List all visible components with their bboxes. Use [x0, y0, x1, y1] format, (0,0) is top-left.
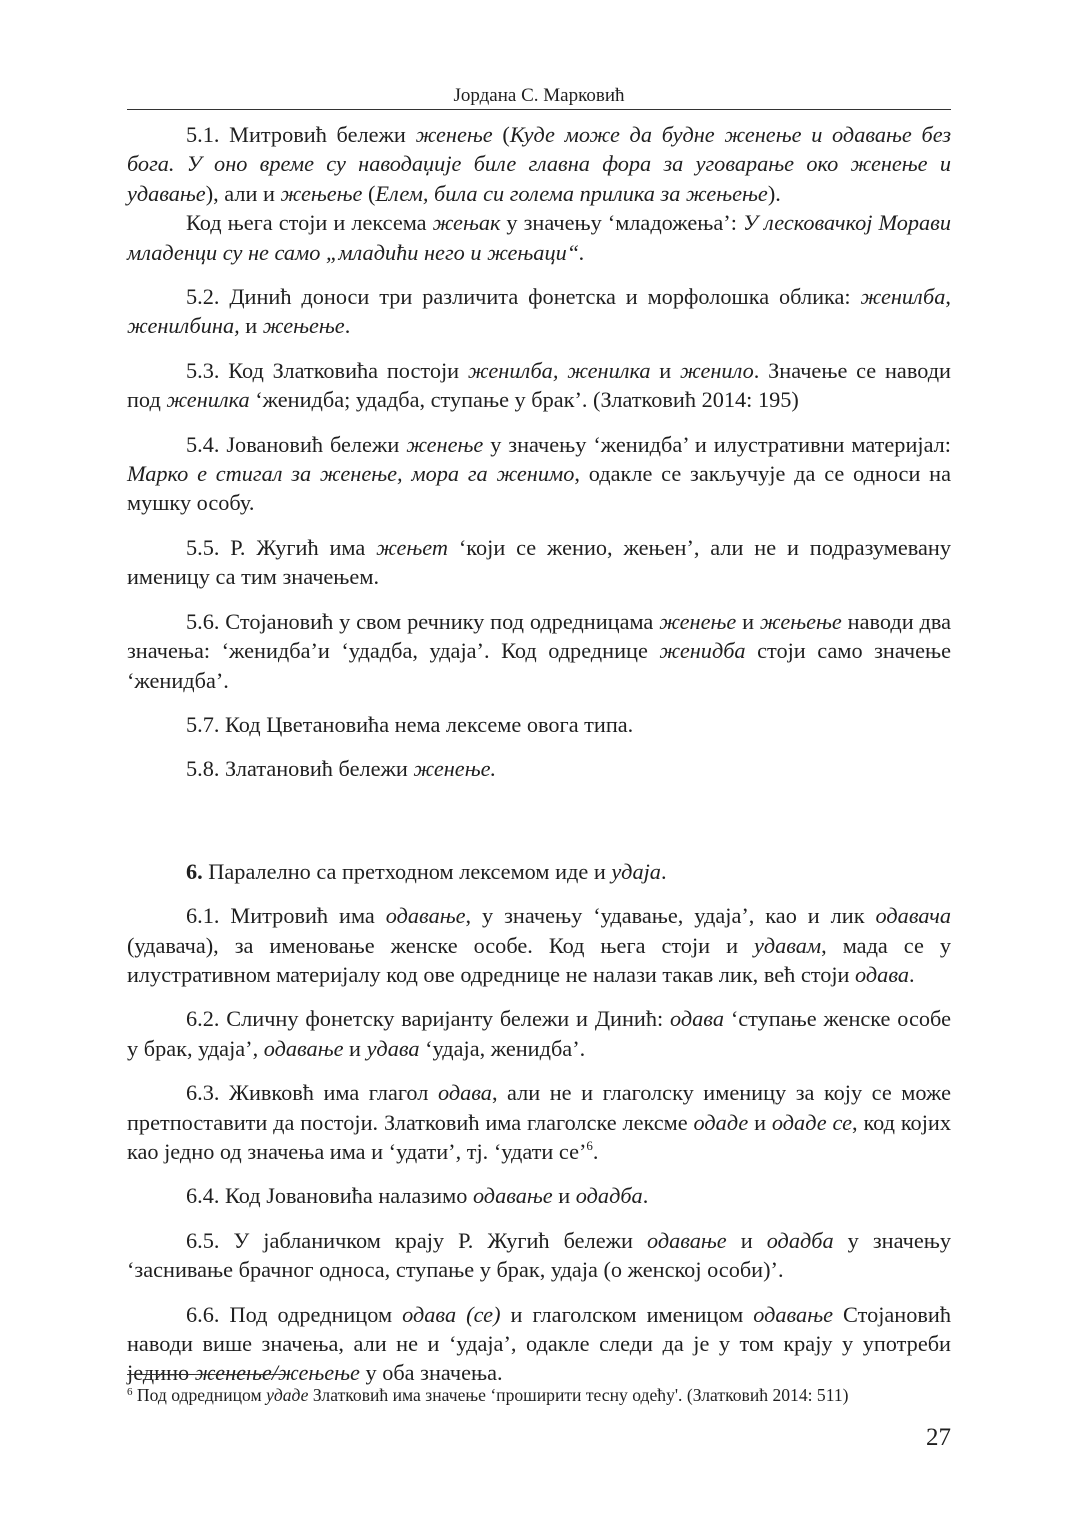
italic-run: жењење	[759, 608, 842, 634]
text-run: , у значењу ‘удавање, удаја’, као и лик	[465, 903, 876, 929]
text-run: и	[650, 357, 681, 383]
italic-run: женило	[680, 357, 754, 383]
text-run: . Значење се наводи под	[127, 357, 951, 413]
text-run: , мада се у илустративном материјалу код ове одреднице не налази такав лик, већ стоји	[127, 932, 952, 987]
text-run: ).	[767, 180, 781, 206]
paragraph-6-1	[127, 901, 951, 989]
paragraph-5-4	[127, 430, 951, 518]
italic-run: Марко е стигал за женење, мора га женимо	[127, 461, 575, 487]
italic-run: женење.	[413, 756, 497, 782]
italic-run: женење/жењење	[194, 1360, 360, 1386]
italic-run: одавање	[263, 1035, 344, 1061]
italic-run: женидба	[659, 638, 746, 664]
italic-run: одавача	[875, 903, 951, 929]
text-run: и	[239, 313, 263, 339]
header-rule	[127, 109, 951, 110]
paragraph-5-7	[127, 710, 951, 739]
italic-run: одава	[855, 961, 910, 987]
text-run: 6.5. У јабланичком крају Р. Жугић бележи	[186, 1227, 647, 1253]
text-run: 6.3. Живковћ има глагол	[186, 1080, 438, 1106]
paragraph-5-3	[127, 356, 951, 415]
paragraph-5-2	[127, 282, 951, 341]
italic-run: одадба	[575, 1183, 643, 1209]
text-run: (	[492, 122, 510, 147]
text-run: Стојановић наводи више значења, али не и ‘удаја’, одакле следи да је у том крају у употреби једино	[127, 1301, 951, 1386]
text-run: Код њега стоји и лексема	[186, 210, 433, 236]
text-run: ‘женидба; удадба, ступање у брак’. (Златковић 2014: 195)	[249, 387, 799, 413]
text-run: и	[343, 1035, 367, 1061]
text-run: у оба значења.	[359, 1360, 503, 1386]
footnote-marker: 6	[586, 1137, 593, 1153]
italic-run: одаде се	[771, 1109, 853, 1135]
italic-run: Елем, била си голема прилика за жењење	[375, 180, 768, 206]
italic-run: удаде	[266, 1385, 309, 1405]
italic-run: женилба, женилка	[467, 357, 651, 383]
italic-run: Куде може да будне женење и одавање без бога. У оно време су наводаџије биле главна фора за уговарање око женење и удавање	[127, 122, 952, 206]
page-number: 27	[926, 1424, 951, 1451]
italic-run: одавање	[646, 1227, 727, 1253]
paragraph-5-6	[127, 607, 951, 695]
text-run: наводи два значења: ‘женидба’и ‘удадба, удаја’. Код одреднице	[127, 608, 951, 664]
text-run: , код којих као једно од значења има и ‘удати’, тј. ‘удати се’	[127, 1109, 951, 1164]
italic-run: женење	[415, 122, 493, 147]
italic-run: женење	[406, 431, 484, 457]
text-run: ,	[945, 284, 951, 310]
italic-run: удаја	[611, 858, 661, 884]
text-run: .	[344, 313, 351, 339]
footnote-marker: 6	[127, 1386, 133, 1398]
text-run: 5.6. Стојановић у свом речнику под одредницама	[186, 608, 660, 634]
italic-run: одавање	[753, 1301, 833, 1327]
italic-run: жењет	[376, 534, 449, 560]
italic-run: одаде	[693, 1109, 749, 1135]
paragraph-6-4	[127, 1181, 951, 1210]
text-run: 5.1. Митровић бележи	[186, 122, 416, 147]
running-header: Јордана С. Марковић	[453, 85, 625, 106]
italic-run: У лесковачкој Морави младенци су не само „младићи него и жењаци“.	[127, 210, 951, 265]
bold-run: 6.	[186, 858, 203, 884]
text-run: 5.2. Динић доноси три различита фонетска и морфолошка облика:	[186, 284, 861, 310]
text-run: .	[592, 1138, 599, 1164]
text-run: (	[362, 180, 376, 206]
text-run: 5.5. Р. Жугић има	[186, 534, 377, 560]
paragraph-5-1	[127, 120, 951, 208]
text-run: 6.4. Код Јовановића налазимо	[186, 1183, 473, 1209]
text-run: ‘удаја, женидба’.	[419, 1035, 586, 1061]
italic-run: одава	[437, 1080, 492, 1106]
text-run: 5.7. Код Цветановића нема лексеме овога типа.	[186, 711, 634, 737]
italic-run: удава	[366, 1035, 420, 1061]
text-run: .	[909, 961, 915, 987]
text-run: 5.3. Код Златковића постоји	[186, 357, 468, 383]
italic-run: жењење	[280, 180, 363, 206]
italic-run: женилбина,	[127, 313, 240, 339]
italic-run: одава (се)	[402, 1301, 501, 1327]
text-run: Паралелно са претходном лексемом иде и	[202, 858, 612, 884]
body-text	[127, 120, 951, 1388]
paragraph-5-5	[127, 533, 951, 592]
paragraph-6	[127, 857, 951, 886]
italic-run: женење	[659, 608, 737, 634]
text-run: 6.2. Сличну фонетску варијанту бележи и Динић:	[186, 1006, 671, 1032]
text-run: , али не и глаголску именицу за коју се може претпоставити да постоји. Златковић има глаголске лексме	[127, 1080, 951, 1135]
text-run: ‘ступање женске особе у брак, удаја’,	[127, 1006, 951, 1061]
italic-run: женилба	[860, 284, 946, 310]
text-run: Златковић има значење ‘проширити тесну одећу'. (Златковић 2014: 511)	[308, 1385, 849, 1405]
text-run: и	[748, 1109, 772, 1135]
italic-run: жењак	[432, 210, 501, 236]
paragraph-6-3	[127, 1078, 951, 1166]
text-run: (удавача), за именовање женске особе. Код њега стоји и	[127, 932, 754, 958]
italic-run: жењење	[262, 313, 345, 339]
italic-run: удавам	[754, 932, 822, 958]
footnote-6	[127, 1380, 951, 1407]
paragraph-6-5	[127, 1226, 951, 1285]
paragraph-5-1-continued	[127, 208, 951, 267]
text-run: 6.1. Митровић има	[186, 903, 386, 929]
text-run: стоји само значење ‘женидба’.	[127, 638, 952, 693]
text-run: у значењу ‘младожења’:	[500, 210, 743, 236]
text-run: и	[736, 608, 760, 634]
text-run: .	[642, 1183, 649, 1209]
italic-run: женилка	[166, 387, 250, 413]
italic-run: одава	[670, 1006, 724, 1032]
italic-run: одавање	[385, 903, 466, 929]
text-run: у значењу ‘женидба’ и илустративни материјал:	[483, 431, 951, 457]
text-run: 5.8. Златановић бележи	[186, 756, 414, 782]
footnote-rule	[127, 1374, 287, 1375]
text-run: Под одредницом	[132, 1385, 267, 1405]
text-run: .	[660, 858, 667, 884]
text-run: и	[726, 1227, 767, 1253]
text-run: , одакле се закључује да се односи на мушку особу.	[127, 461, 951, 516]
italic-run: одадба	[766, 1227, 834, 1253]
text-run: 6.6. Под одредницом	[186, 1301, 403, 1327]
text-run: ‘који се женио, жењен’, али не и подразумевану именицу са тим значењем.	[127, 534, 951, 590]
text-run: и	[552, 1183, 576, 1209]
text-run: ), али и	[205, 180, 281, 206]
text-run: у значењу ‘заснивање брачног односа, ступање у брак, удаја (о женској особи)’.	[127, 1227, 951, 1283]
text-run: 5.4. Јовановић бележи	[186, 431, 407, 457]
text-run: и глаголском именицом	[500, 1301, 754, 1327]
paragraph-5-8	[127, 754, 951, 783]
italic-run: одавање	[472, 1183, 553, 1209]
paragraph-6-2	[127, 1004, 951, 1063]
